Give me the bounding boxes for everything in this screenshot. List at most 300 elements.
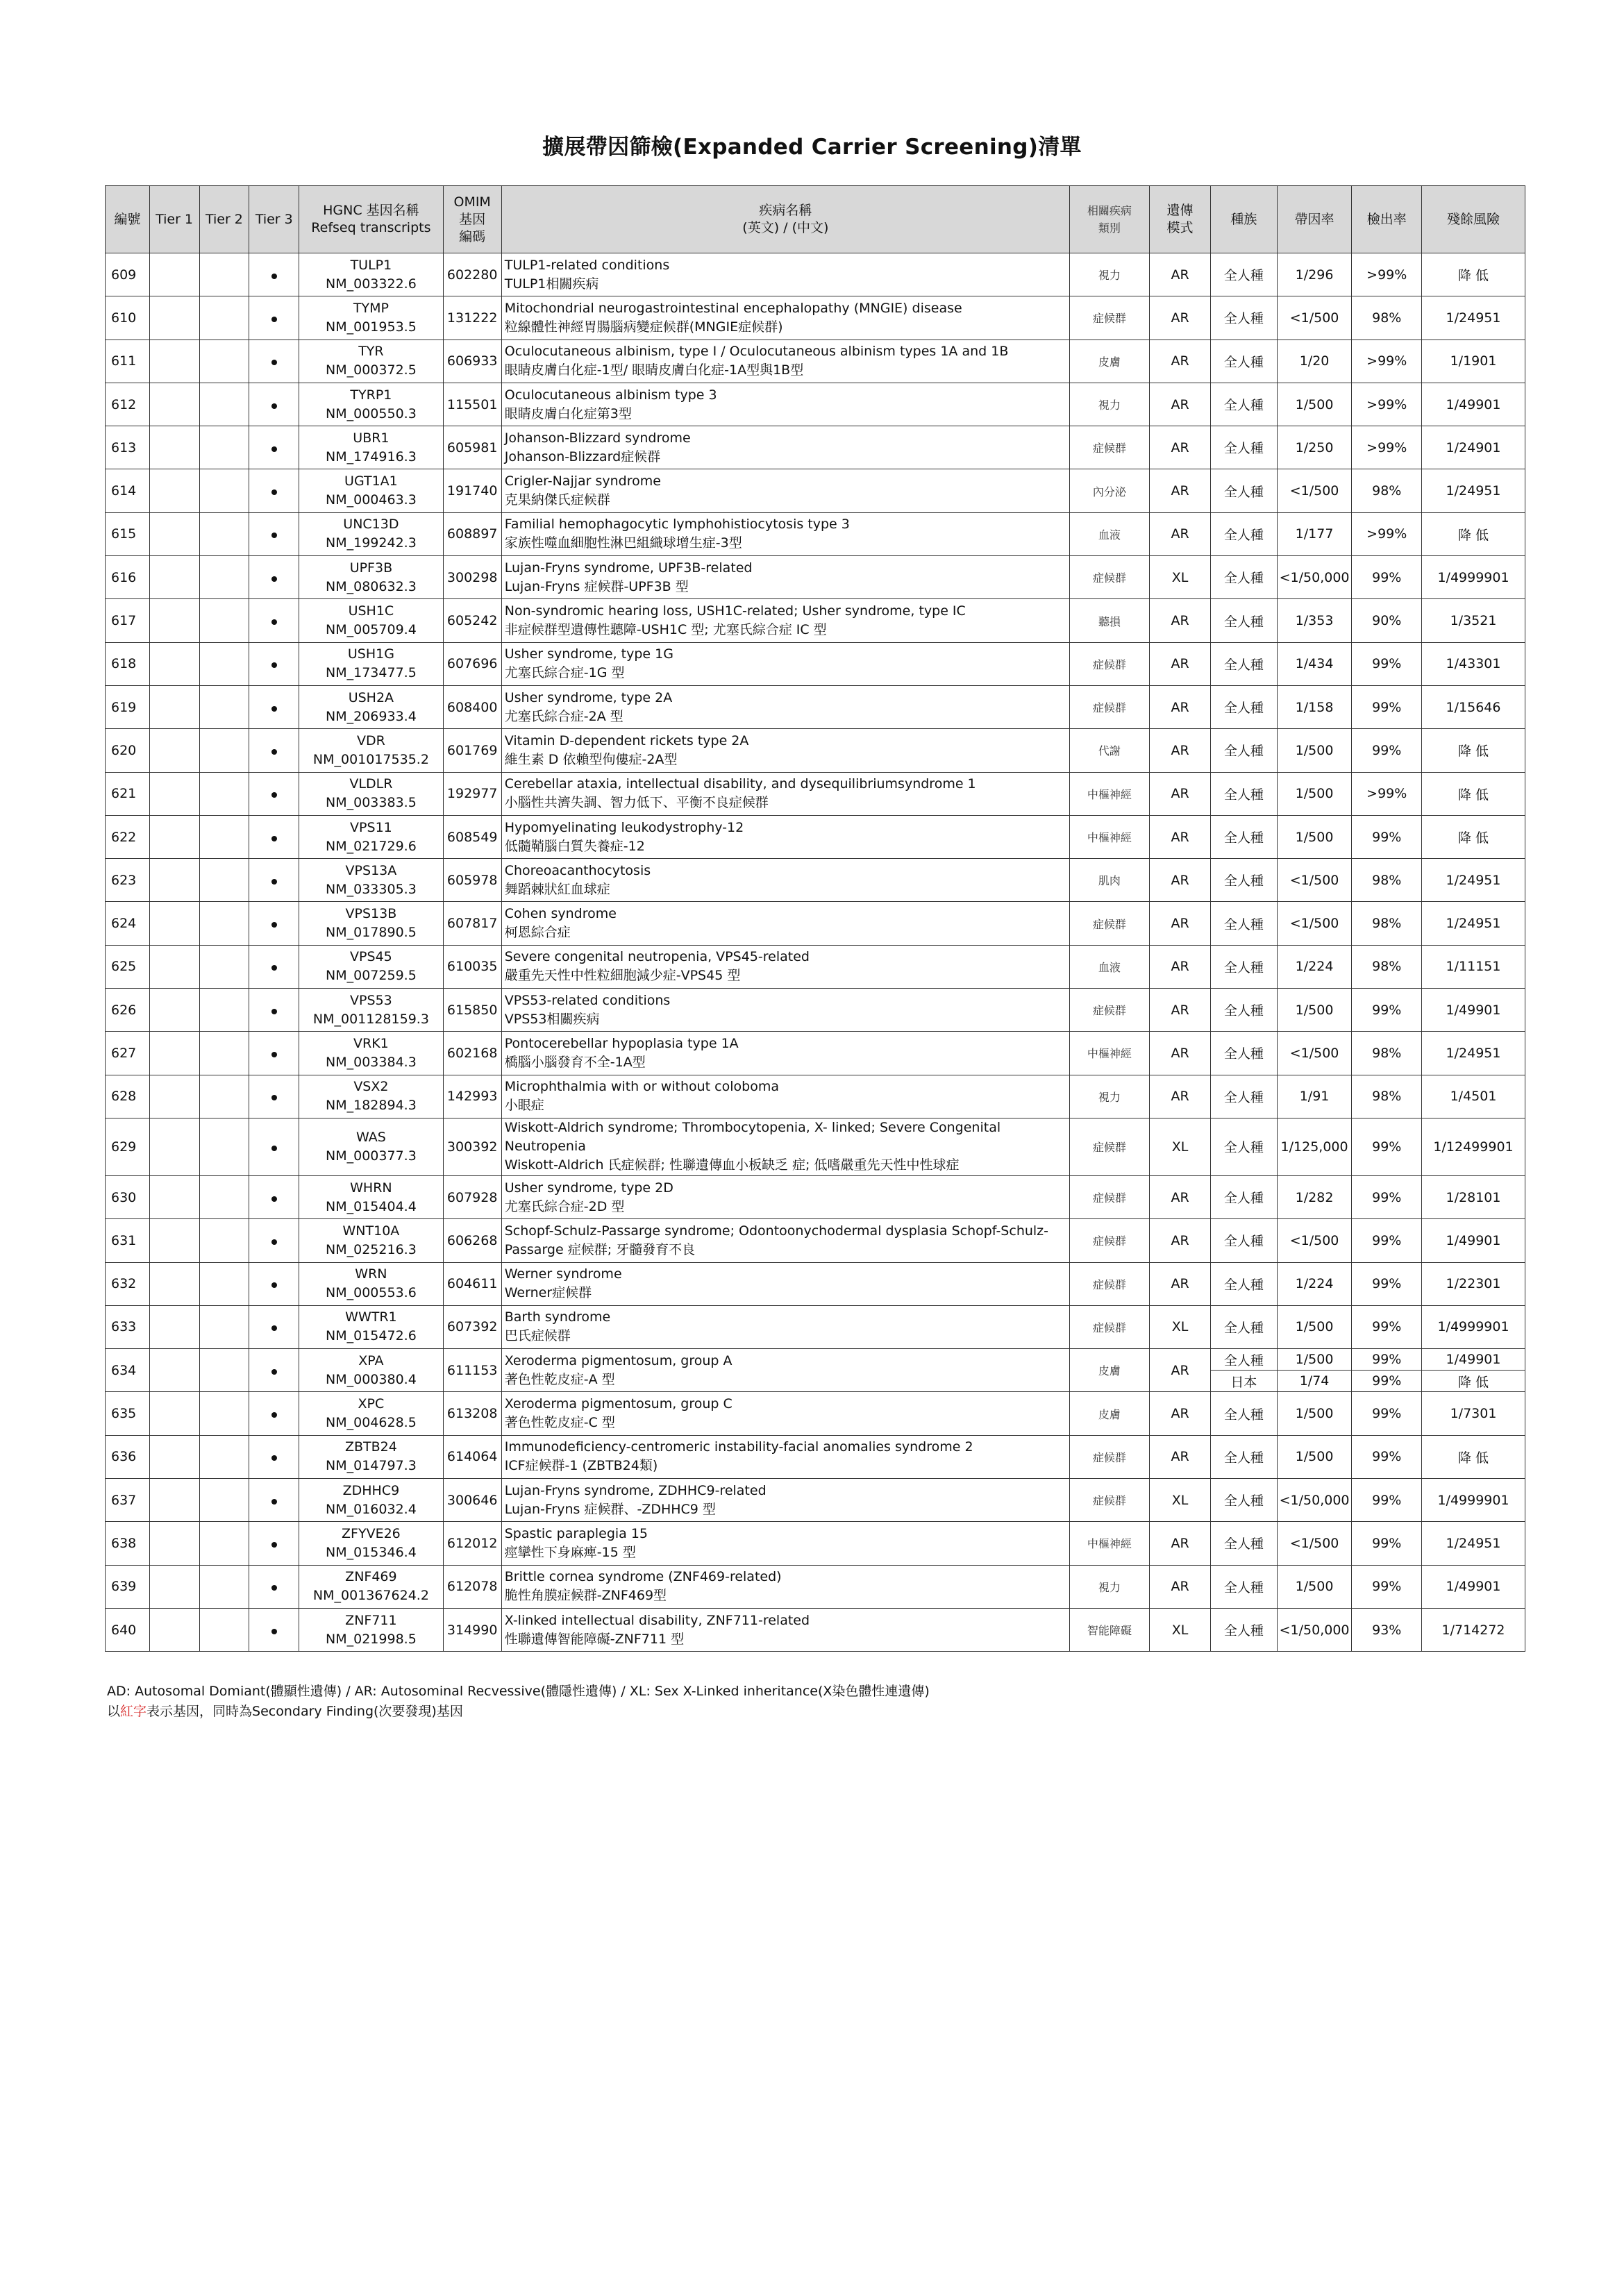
- omim-cell: 192977: [443, 772, 501, 815]
- disease-cell: [501, 599, 1069, 642]
- inheritance-cell: AR: [1149, 1392, 1210, 1435]
- detection-sub-value: 99%: [1352, 1371, 1421, 1392]
- inheritance-cell: AR: [1149, 729, 1210, 772]
- detection-cell: 99%: [1352, 815, 1422, 858]
- ethnicity-sub-value: 全人種: [1223, 1352, 1264, 1368]
- inheritance-cell: AR: [1149, 685, 1210, 728]
- disease-zh: Werner症候群: [504, 1285, 592, 1301]
- disease-cell: [501, 1565, 1069, 1608]
- tier2-cell: [199, 1219, 249, 1262]
- row-number: 615: [106, 512, 150, 555]
- carrier-freq-cell: 1/500: [1277, 729, 1352, 772]
- inheritance-cell: XL: [1149, 1479, 1210, 1522]
- gene-table: [105, 185, 1525, 1652]
- row-number: 629: [106, 1118, 150, 1175]
- risk-sub-value: 降 低: [1422, 1371, 1525, 1392]
- refseq: NM_206933.4: [326, 708, 417, 724]
- row-number: 630: [106, 1175, 150, 1218]
- inheritance-cell: AR: [1149, 815, 1210, 858]
- ethnicity-cell: 全人種: [1211, 1118, 1277, 1175]
- disease-en: X-linked intellectual disability, ZNF711-related: [504, 1612, 810, 1628]
- inheritance-cell: AR: [1149, 1175, 1210, 1218]
- gene-name: WAS: [355, 1129, 386, 1145]
- tier3-bullet-icon: [271, 360, 277, 365]
- ethnicity-cell: 全人種: [1211, 383, 1277, 426]
- detection-cell: 99%: [1352, 1305, 1422, 1348]
- disease-cell: [501, 426, 1069, 469]
- carrier-freq-cell: 1/500: [1277, 1305, 1352, 1348]
- disease-zh: Lujan-Fryns 症候群、-ZDHHC9 型: [504, 1501, 716, 1517]
- omim-cell: 607928: [443, 1175, 501, 1218]
- gene-name: TULP1: [350, 257, 392, 273]
- tier3-bullet-icon: [271, 879, 277, 885]
- detection-cell: 98%: [1352, 1075, 1422, 1118]
- inheritance-cell: AR: [1149, 1075, 1210, 1118]
- gene-cell: [299, 729, 443, 772]
- ethnicity-cell: 全人種: [1211, 340, 1277, 383]
- gene-cell: [299, 642, 443, 685]
- ethnicity-cell: 全人種: [1211, 1075, 1277, 1118]
- disease-en: Wiskott-Aldrich syndrome; Thrombocytopenia, X- linked; Severe Congenital Neutropenia: [504, 1120, 1001, 1155]
- gene-cell: [299, 340, 443, 383]
- inheritance-cell: XL: [1149, 1118, 1210, 1175]
- tier3-bullet-icon: [271, 1369, 277, 1375]
- disease-zh: 眼睛皮膚白化症第3型: [504, 405, 632, 421]
- disease-cell: [501, 1262, 1069, 1305]
- gene-name: USH2A: [348, 689, 394, 705]
- tier3-cell: [249, 340, 299, 383]
- disease-cell: [501, 512, 1069, 555]
- row-number: 638: [106, 1522, 150, 1565]
- ethnicity-cell: 全人種: [1211, 469, 1277, 512]
- omim-cell: 606268: [443, 1219, 501, 1262]
- col-detection: 檢出率: [1352, 186, 1422, 253]
- tier1-cell: [149, 340, 199, 383]
- carrier-freq-cell: 1/282: [1277, 1175, 1352, 1218]
- carrier-freq-cell: 1/158: [1277, 685, 1352, 728]
- col-disease: 疾病名稱 (英文) / (中文): [501, 186, 1069, 253]
- inheritance-legend: AD: Autosomal Domiant(體顯性遺傳) / AR: Autosominal Recvessive(體隱性遺傳) / XL: Sex X-Linked inheritance(X染色體性連遺傳): [107, 1684, 930, 1699]
- detection-cell: 99%: [1352, 1219, 1422, 1262]
- carrier-freq-cell: 1/500: [1277, 1435, 1352, 1478]
- row-number: 627: [106, 1032, 150, 1075]
- tier1-cell: [149, 1522, 199, 1565]
- tier2-cell: [199, 1175, 249, 1218]
- tier2-cell: [199, 556, 249, 599]
- inheritance-cell: AR: [1149, 989, 1210, 1032]
- table-row: [106, 815, 1525, 858]
- inheritance-cell: AR: [1149, 1262, 1210, 1305]
- detection-cell: 90%: [1352, 599, 1422, 642]
- col-tier2: Tier 2: [199, 186, 249, 253]
- detection-cell: 98%: [1352, 1032, 1422, 1075]
- detection-cell: 99%: [1352, 556, 1422, 599]
- category-cell: 症候群: [1069, 902, 1149, 945]
- refseq: NM_014797.3: [326, 1458, 417, 1474]
- ethnicity-cell: 全人種: [1211, 1522, 1277, 1565]
- tier3-cell: [249, 772, 299, 815]
- carrier-freq-cell: 1/500: [1277, 772, 1352, 815]
- inheritance-cell: AR: [1149, 426, 1210, 469]
- disease-zh: 低髓鞘腦白質失養症-12: [504, 838, 645, 854]
- disease-en: Severe congenital neutropenia, VPS45-related: [504, 949, 810, 965]
- tier3-bullet-icon: [271, 1629, 277, 1634]
- row-number: 620: [106, 729, 150, 772]
- disease-zh: 嚴重先天性中性粒細胞減少症-VPS45 型: [504, 968, 741, 984]
- row-number: 616: [106, 556, 150, 599]
- disease-zh: 橋腦小腦發育不全-1A型: [504, 1054, 646, 1070]
- disease-zh: TULP1相關疾病: [504, 276, 599, 292]
- disease-en: Spastic paraplegia 15: [504, 1525, 648, 1541]
- table-row: [106, 729, 1525, 772]
- omim-cell: 601769: [443, 729, 501, 772]
- detection-cell: >99%: [1352, 426, 1422, 469]
- residual-risk-cell: 降 低: [1422, 729, 1525, 772]
- disease-zh: Lujan-Fryns 症候群-UPF3B 型: [504, 578, 689, 594]
- detection-cell: 99%: [1352, 1479, 1422, 1522]
- omim-cell: 191740: [443, 469, 501, 512]
- tier1-cell: [149, 469, 199, 512]
- tier2-cell: [199, 340, 249, 383]
- category-cell: 中樞神經: [1069, 1032, 1149, 1075]
- row-number: 635: [106, 1392, 150, 1435]
- table-row: [106, 1608, 1525, 1651]
- category-cell: 中樞神經: [1069, 1522, 1149, 1565]
- category-cell: 視力: [1069, 1565, 1149, 1608]
- residual-risk-cell: 1/49901: [1422, 1565, 1525, 1608]
- col-omim: OMIM 基因 編碼: [443, 186, 501, 253]
- gene-name: USH1C: [348, 603, 394, 619]
- gene-cell: [299, 815, 443, 858]
- gene-name: ZDHHC9: [342, 1482, 400, 1498]
- disease-zh: 家族性噬血細胞性淋巴組織球增生症-3型: [504, 535, 742, 551]
- tier2-cell: [199, 1608, 249, 1651]
- table-row: [106, 1349, 1525, 1392]
- tier1-cell: [149, 253, 199, 296]
- gene-name: XPA: [358, 1352, 384, 1368]
- tier3-cell: [249, 1392, 299, 1435]
- detection-cell: 99%: [1352, 685, 1422, 728]
- tier3-bullet-icon: [271, 1282, 277, 1288]
- tier3-cell: [249, 383, 299, 426]
- detection-cell: [1352, 1349, 1422, 1392]
- disease-zh: 克果納傑氏症候群: [504, 492, 610, 508]
- inheritance-cell: AR: [1149, 772, 1210, 815]
- disease-cell: [501, 1479, 1069, 1522]
- tier1-cell: [149, 989, 199, 1032]
- tier2-cell: [199, 469, 249, 512]
- row-number: 613: [106, 426, 150, 469]
- tier3-bullet-icon: [271, 706, 277, 712]
- inheritance-cell: XL: [1149, 1608, 1210, 1651]
- residual-risk-cell: 1/22301: [1422, 1262, 1525, 1305]
- disease-zh: Johanson-Blizzard症候群: [504, 449, 661, 464]
- detection-cell: 93%: [1352, 1608, 1422, 1651]
- ethnicity-cell: 全人種: [1211, 253, 1277, 296]
- tier2-cell: [199, 729, 249, 772]
- omim-cell: 614064: [443, 1435, 501, 1478]
- tier3-cell: [249, 1305, 299, 1348]
- gene-name: USH1G: [347, 646, 394, 662]
- refseq: NM_001367624.2: [312, 1588, 429, 1604]
- inheritance-cell: AR: [1149, 1032, 1210, 1075]
- ethnicity-cell: 全人種: [1211, 859, 1277, 902]
- residual-risk-cell: 降 低: [1422, 815, 1525, 858]
- carrier-freq-cell: 1/500: [1277, 815, 1352, 858]
- disease-cell: [501, 642, 1069, 685]
- disease-cell: [501, 1032, 1069, 1075]
- tier1-cell: [149, 1392, 199, 1435]
- tier1-cell: [149, 945, 199, 988]
- refseq: NM_015346.4: [326, 1544, 417, 1560]
- tier3-cell: [249, 815, 299, 858]
- gene-name: ZBTB24: [344, 1439, 397, 1455]
- tier3-bullet-icon: [271, 1412, 277, 1418]
- tier3-cell: [249, 902, 299, 945]
- category-cell: 症候群: [1069, 426, 1149, 469]
- row-number: 636: [106, 1435, 150, 1478]
- omim-cell: 615850: [443, 989, 501, 1032]
- residual-risk-cell: 1/4999901: [1422, 556, 1525, 599]
- category-cell: 內分泌: [1069, 469, 1149, 512]
- category-cell: 血液: [1069, 512, 1149, 555]
- gene-name: TYMP: [353, 300, 389, 316]
- gene-cell: [299, 1219, 443, 1262]
- ethnicity-cell: 全人種: [1211, 729, 1277, 772]
- refseq: NM_173477.5: [326, 665, 417, 681]
- gene-name: WWTR1: [345, 1309, 397, 1325]
- carrier-freq-cell: 1/250: [1277, 426, 1352, 469]
- disease-en: Oculocutaneous albinism, type I / Oculocutaneous albinism types 1A and 1B: [504, 344, 1009, 360]
- category-cell: 視力: [1069, 383, 1149, 426]
- gene-cell: [299, 1349, 443, 1392]
- tier3-cell: [249, 685, 299, 728]
- refseq: NM_021998.5: [326, 1631, 417, 1647]
- omim-cell: 605978: [443, 859, 501, 902]
- tier2-cell: [199, 1118, 249, 1175]
- tier2-cell: [199, 512, 249, 555]
- row-number: 610: [106, 296, 150, 340]
- ethnicity-cell: 全人種: [1211, 1479, 1277, 1522]
- disease-cell: [501, 1118, 1069, 1175]
- gene-cell: [299, 1075, 443, 1118]
- disease-cell: [501, 729, 1069, 772]
- gene-cell: [299, 1262, 443, 1305]
- tier3-cell: [249, 556, 299, 599]
- tier3-bullet-icon: [271, 1325, 277, 1331]
- gene-cell: [299, 599, 443, 642]
- residual-risk-cell: 1/43301: [1422, 642, 1525, 685]
- detection-cell: 98%: [1352, 469, 1422, 512]
- table-row: [106, 253, 1525, 296]
- refseq: NM_001953.5: [326, 319, 417, 335]
- disease-en: Familial hemophagocytic lymphohistiocytosis type 3: [504, 517, 850, 533]
- tier1-cell: [149, 1118, 199, 1175]
- disease-en: Non-syndromic hearing loss, USH1C-related; Usher syndrome, type IC: [504, 603, 966, 619]
- category-cell: 代謝: [1069, 729, 1149, 772]
- disease-en: Usher syndrome, type 1G: [504, 646, 673, 662]
- tier3-cell: [249, 945, 299, 988]
- detection-cell: >99%: [1352, 383, 1422, 426]
- disease-zh: 舞蹈棘狀紅血球症: [504, 881, 610, 897]
- ethnicity-cell: 全人種: [1211, 1565, 1277, 1608]
- tier3-cell: [249, 1075, 299, 1118]
- row-number: 626: [106, 989, 150, 1032]
- tier3-cell: [249, 989, 299, 1032]
- gene-cell: [299, 512, 443, 555]
- category-cell: 中樞神經: [1069, 772, 1149, 815]
- category-cell: 症候群: [1069, 1305, 1149, 1348]
- inheritance-cell: AR: [1149, 902, 1210, 945]
- tier3-cell: [249, 642, 299, 685]
- carrier-freq-cell: <1/500: [1277, 469, 1352, 512]
- disease-en: Usher syndrome, type 2A: [504, 689, 673, 705]
- inheritance-cell: AR: [1149, 340, 1210, 383]
- tier1-cell: [149, 1435, 199, 1478]
- disease-en: Cerebellar ataxia, intellectual disability, and dysequilibriumsyndrome 1: [504, 776, 976, 792]
- tier1-cell: [149, 1608, 199, 1651]
- detection-sub-value: 99%: [1372, 1352, 1402, 1368]
- gene-cell: [299, 469, 443, 512]
- residual-risk-cell: 1/49901: [1422, 383, 1525, 426]
- category-cell: 肌肉: [1069, 859, 1149, 902]
- disease-en: Hypomyelinating leukodystrophy-12: [504, 819, 744, 835]
- carrier-freq-cell: 1/20: [1277, 340, 1352, 383]
- carrier-freq-cell: 1/500: [1277, 989, 1352, 1032]
- ethnicity-cell: 全人種: [1211, 1032, 1277, 1075]
- gene-name: TYRP1: [350, 387, 392, 403]
- ethnicity-cell: 全人種: [1211, 902, 1277, 945]
- tier1-cell: [149, 426, 199, 469]
- row-number: 617: [106, 599, 150, 642]
- table-row: [106, 1219, 1525, 1262]
- tier3-bullet-icon: [271, 1146, 277, 1151]
- tier3-bullet-icon: [271, 965, 277, 971]
- tier1-cell: [149, 859, 199, 902]
- carrier-freq-cell: <1/500: [1277, 1219, 1352, 1262]
- row-number: 612: [106, 383, 150, 426]
- tier3-cell: [249, 599, 299, 642]
- carrier-freq-cell: <1/50,000: [1277, 556, 1352, 599]
- tier3-bullet-icon: [271, 533, 277, 538]
- disease-cell: [501, 1522, 1069, 1565]
- disease-cell: [501, 1075, 1069, 1118]
- ethnicity-cell: [1211, 1349, 1277, 1392]
- inheritance-cell: AR: [1149, 945, 1210, 988]
- tier3-cell: [249, 296, 299, 340]
- gene-cell: [299, 556, 443, 599]
- category-cell: 皮膚: [1069, 340, 1149, 383]
- disease-en: Vitamin D-dependent rickets type 2A: [504, 732, 749, 748]
- ethnicity-cell: 全人種: [1211, 1175, 1277, 1218]
- disease-zh: 痙攣性下身麻痺-15 型: [504, 1544, 636, 1560]
- disease-en: Xeroderma pigmentosum, group C: [504, 1396, 733, 1412]
- residual-risk-cell: 降 低: [1422, 512, 1525, 555]
- category-cell: 血液: [1069, 945, 1149, 988]
- table-header: [106, 186, 1525, 253]
- gene-cell: [299, 902, 443, 945]
- col-residual-risk: 殘餘風險: [1422, 186, 1525, 253]
- table-row: [106, 1075, 1525, 1118]
- disease-cell: [501, 685, 1069, 728]
- disease-en: TULP1-related conditions: [504, 257, 670, 273]
- col-num: 編號: [106, 186, 150, 253]
- refseq: NM_199242.3: [326, 535, 417, 551]
- disease-cell: [501, 383, 1069, 426]
- category-cell: 視力: [1069, 253, 1149, 296]
- carrier-freq-cell: 1/125,000: [1277, 1118, 1352, 1175]
- gene-name: WHRN: [350, 1180, 392, 1196]
- residual-risk-cell: 1/11151: [1422, 945, 1525, 988]
- ethnicity-cell: 全人種: [1211, 772, 1277, 815]
- table-row: [106, 989, 1525, 1032]
- row-number: 625: [106, 945, 150, 988]
- category-cell: 視力: [1069, 1075, 1149, 1118]
- detection-cell: >99%: [1352, 253, 1422, 296]
- tier2-cell: [199, 426, 249, 469]
- ethnicity-cell: 全人種: [1211, 815, 1277, 858]
- tier2-cell: [199, 1075, 249, 1118]
- tier3-bullet-icon: [271, 1499, 277, 1505]
- disease-en: Brittle cornea syndrome (ZNF469-related): [504, 1569, 782, 1585]
- risk-cell: [1422, 1349, 1525, 1392]
- gene-name: VLDLR: [349, 776, 393, 792]
- disease-cell: [501, 902, 1069, 945]
- residual-risk-cell: 1/49901: [1422, 989, 1525, 1032]
- tier1-cell: [149, 556, 199, 599]
- carrier-freq-cell: 1/224: [1277, 945, 1352, 988]
- tier3-bullet-icon: [271, 1542, 277, 1548]
- tier3-bullet-icon: [271, 446, 277, 452]
- table-row: [106, 1175, 1525, 1218]
- disease-en: Immunodeficiency-centromeric instability-facial anomalies syndrome 2: [504, 1439, 973, 1455]
- tier3-bullet-icon: [271, 1455, 277, 1461]
- inheritance-cell: AR: [1149, 1565, 1210, 1608]
- page-title: 擴展帶因篩檢(Expanded Carrier Screening)清單: [542, 135, 1082, 160]
- category-cell: 症候群: [1069, 556, 1149, 599]
- disease-zh: 維生素 D 依賴型佝僂症-2A型: [504, 751, 678, 767]
- inheritance-cell: AR: [1149, 1522, 1210, 1565]
- refseq: NM_001017535.2: [312, 751, 429, 767]
- tier3-bullet-icon: [271, 576, 277, 582]
- refseq: NM_021729.6: [326, 838, 417, 854]
- detection-cell: 99%: [1352, 729, 1422, 772]
- tier3-cell: [249, 1479, 299, 1522]
- disease-en: Pontocerebellar hypoplasia type 1A: [504, 1035, 739, 1051]
- refseq: NM_080632.3: [326, 578, 417, 594]
- tier1-cell: [149, 1175, 199, 1218]
- category-cell: 症候群: [1069, 1262, 1149, 1305]
- row-number: 632: [106, 1262, 150, 1305]
- detection-cell: 99%: [1352, 1435, 1422, 1478]
- tier1-cell: [149, 512, 199, 555]
- omim-cell: 607817: [443, 902, 501, 945]
- refseq: NM_003322.6: [326, 276, 417, 292]
- table-row: [106, 1262, 1525, 1305]
- detection-cell: 98%: [1352, 945, 1422, 988]
- tier2-cell: [199, 1392, 249, 1435]
- refseq: NM_004628.5: [326, 1415, 417, 1431]
- table-row: [106, 383, 1525, 426]
- col-gene: HGNC 基因名稱 Refseq transcripts: [299, 186, 443, 253]
- carrier-freq-cell: <1/50,000: [1277, 1479, 1352, 1522]
- tier3-cell: [249, 859, 299, 902]
- inheritance-cell: AR: [1149, 296, 1210, 340]
- table-row: [106, 902, 1525, 945]
- gene-name: UBR1: [353, 430, 390, 446]
- disease-zh: ICF症候群-1 (ZBTB24類): [504, 1458, 658, 1474]
- ethnicity-cell: 全人種: [1211, 1305, 1277, 1348]
